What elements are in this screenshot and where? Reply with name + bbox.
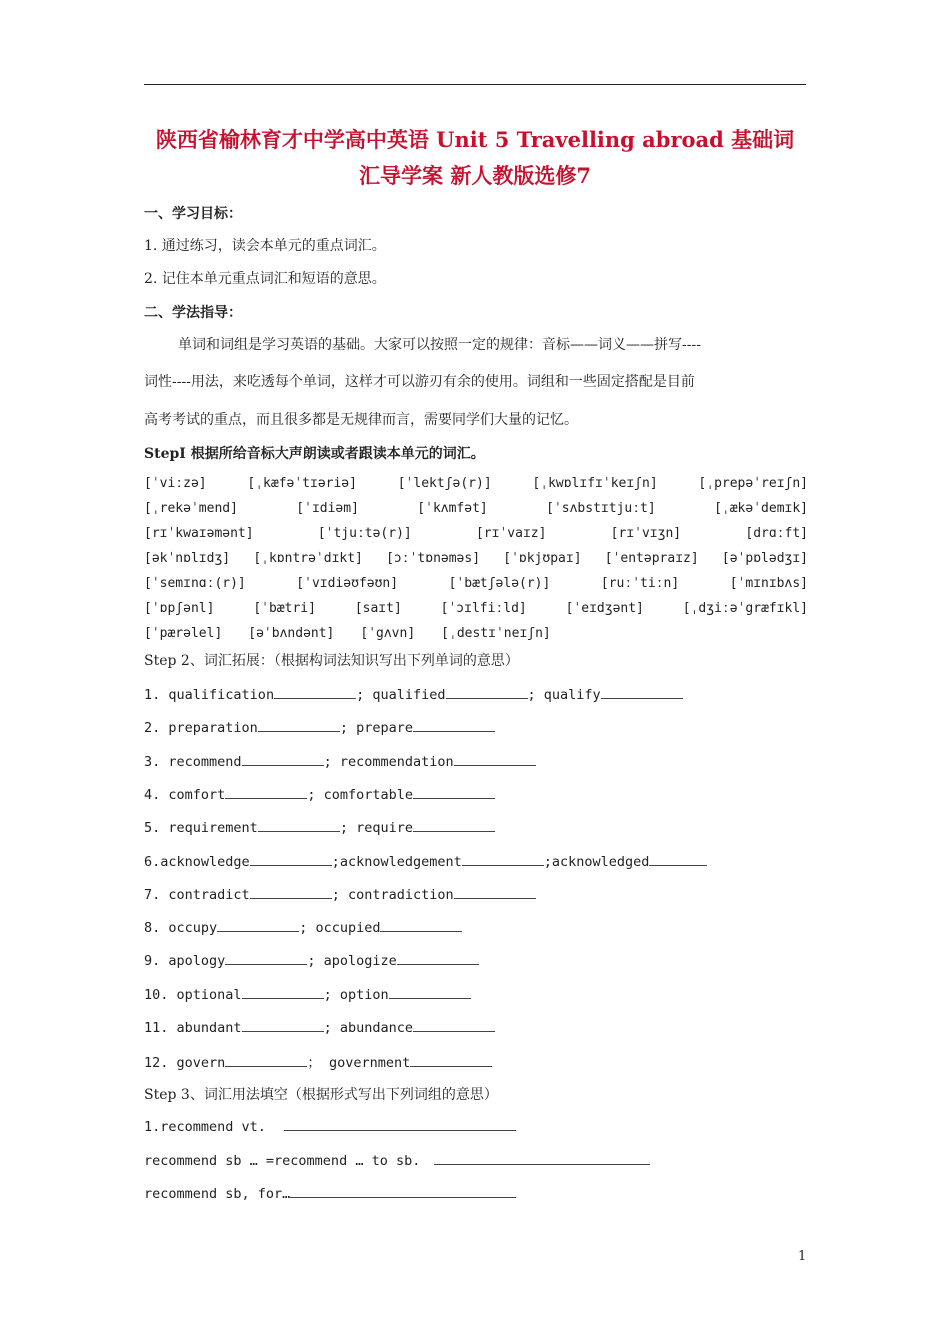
phonetic-symbol: [ˌkæfəˈtɪəriə] (247, 476, 357, 491)
vocab-word: qualification (168, 687, 275, 703)
vocab-word: qualified (372, 687, 446, 703)
phonetic-symbol: [ˌdʒiːəˈgræfɪkl] (682, 601, 808, 616)
vocab-word: require (356, 820, 413, 837)
vocab-word: recommendation (339, 753, 454, 770)
document-title-line-2: 汇导学案 新人教版选修7 (359, 163, 591, 188)
vocab-word: optional (176, 986, 242, 1003)
phonetic-symbol: [ˌrekəˈmend] (144, 501, 238, 516)
phonetic-row (144, 526, 808, 546)
vocab-word: government (328, 1055, 411, 1072)
vocab-word: apologize (323, 953, 397, 970)
phonetic-symbol: [rɪˈkwaɪəmənt] (144, 526, 254, 541)
page-number: 1 (798, 1249, 807, 1264)
answer-blank[interactable] (397, 951, 479, 965)
usage-line: recommend sb … =recommend … to sb. (144, 1151, 650, 1169)
item-number: 7. (144, 886, 161, 903)
word-expansion-item (144, 885, 536, 903)
answer-blank[interactable] (413, 718, 495, 732)
phonetic-symbol: [rɪˈvaɪz] (475, 526, 547, 541)
word-expansion-item (144, 785, 495, 803)
item-number: 2. (144, 720, 161, 737)
phonetic-row (144, 501, 808, 521)
item-number: 5. (144, 820, 161, 837)
phonetic-symbol: [əkˈnɒlɪdʒ] (144, 551, 231, 566)
vocab-word: acknowledge (160, 853, 250, 870)
word-expansion-item (144, 951, 479, 969)
item-number: 3. (144, 753, 161, 770)
answer-blank[interactable] (274, 685, 356, 699)
step1-heading: StepⅠ 根据所给音标大声朗读或者跟读本单元的词汇。 (144, 446, 485, 462)
phonetic-symbol: [ˈsemɪnɑː(r)] (144, 576, 246, 591)
phonetic-symbol: [ˈtjuːtə(r)] (317, 526, 412, 541)
phonetic-symbol: [ˈeɪdʒənt] (565, 601, 644, 616)
phonetic-symbol: [əˈpɒlədʒɪ] (721, 551, 808, 566)
answer-blank[interactable] (462, 852, 544, 866)
phonetic-symbol: [ˈpærəlel] (144, 626, 223, 641)
method-para-line: 高考考试的重点，而且很多都是无规律而言，需要同学们大量的记忆。 (144, 412, 578, 428)
answer-blank[interactable] (601, 685, 683, 699)
item-number: 8. (144, 920, 161, 937)
word-expansion-item (144, 685, 683, 703)
separator: ; (543, 853, 552, 870)
separator: ; (323, 1020, 340, 1036)
answer-blank[interactable] (242, 752, 324, 766)
answer-blank[interactable] (258, 818, 340, 832)
phonetic-row (144, 601, 808, 621)
method-para-line: 词性----用法，来吃透每个单词，这样才可以游刃有余的使用。词组和一些固定搭配是目前 (144, 374, 695, 390)
answer-blank[interactable] (413, 785, 495, 799)
vocab-word: requirement (168, 820, 258, 837)
answer-blank[interactable] (649, 852, 707, 866)
usage-line: recommend sb, for… (144, 1184, 516, 1202)
vocab-word: acknowledged (551, 853, 650, 870)
word-expansion-item (144, 752, 536, 770)
phonetic-symbol: [əˈbʌndənt] (248, 626, 335, 641)
top-rule (144, 84, 806, 85)
phonetic-symbol: [ˈviːzə] (144, 476, 207, 491)
answer-blank[interactable] (284, 1117, 516, 1131)
usage-line: 1.recommend vt. (144, 1117, 516, 1135)
objective-item: 1. 通过练习，读会本单元的重点词汇。 (144, 238, 386, 254)
answer-blank[interactable] (434, 1151, 650, 1165)
phonetic-symbol: [rɪˈvɪʒn] (610, 526, 682, 541)
vocab-word: apology (168, 953, 226, 970)
answer-blank[interactable] (217, 918, 299, 932)
phonetic-symbol: [ruːˈtiːn] (600, 576, 680, 591)
step3-heading: Step 3、词汇用法填空（根据形式写出下列词组的意思） (144, 1087, 498, 1103)
vocab-word: option (339, 986, 389, 1003)
vocab-word: contradict (168, 886, 250, 903)
step2-heading: Step 2、词汇拓展：（根据构词法知识写出下列单词的意思） (144, 653, 519, 669)
separator: ; (527, 687, 544, 703)
answer-blank[interactable] (446, 685, 528, 699)
phonetic-symbol: [ˈlektʃə(r)] (397, 476, 492, 491)
answer-blank[interactable] (225, 1053, 307, 1067)
separator: ; (339, 820, 357, 837)
answer-blank[interactable] (410, 1053, 492, 1067)
separator: ; (331, 886, 348, 903)
answer-blank[interactable] (225, 951, 307, 965)
phonetic-row (144, 551, 808, 571)
phonetic-row (144, 476, 808, 496)
phonetic-symbol: [ˈɔɪlfiːld] (440, 601, 527, 616)
section1-heading: 一、学习目标： (144, 206, 242, 222)
separator: ; (299, 920, 316, 937)
objective-item: 2. 记住本单元重点词汇和短语的意思。 (144, 271, 386, 287)
word-expansion-item (144, 818, 495, 836)
word-expansion-item (144, 985, 471, 1003)
answer-blank[interactable] (242, 985, 324, 999)
vocab-word: comfort (168, 786, 226, 803)
separator: ； (307, 1055, 329, 1072)
answer-blank[interactable] (380, 918, 462, 932)
answer-blank[interactable] (454, 752, 536, 766)
answer-blank[interactable] (250, 852, 332, 866)
word-expansion-item (144, 852, 707, 870)
vocab-word: govern (176, 1055, 226, 1072)
answer-blank[interactable] (225, 785, 307, 799)
word-expansion-item (144, 718, 495, 736)
phonetic-symbol: [ˌkɒntrəˈdɪkt] (253, 551, 363, 566)
separator: ; (356, 687, 373, 703)
item-number: 4. (144, 786, 161, 803)
vocab-word: recommend (168, 753, 242, 770)
phonetic-symbol: [ˈvɪdiəʊfəʊn] (296, 576, 399, 591)
item-number: 10. (144, 986, 169, 1003)
vocab-word: occupy (168, 920, 218, 937)
vocab-word: preparation (168, 720, 258, 737)
separator: ; (339, 720, 357, 737)
phonetic-symbol: [ˈbætri] (253, 601, 316, 616)
section2-heading: 二、学法指导： (144, 305, 242, 321)
phonetic-symbol: [ˈgʌvn] (360, 626, 416, 641)
vocab-word: comfortable (323, 786, 413, 803)
phonetic-symbol: [drɑːft] (745, 526, 808, 541)
phonetic-symbol: [ˈkʌmfət] (417, 501, 488, 516)
answer-blank[interactable] (413, 1018, 495, 1032)
phonetic-symbol: [ˌprepəˈreɪʃn] (698, 476, 808, 491)
vocab-word: qualify (543, 687, 601, 703)
separator: ; (323, 986, 340, 1003)
word-expansion-item (144, 1018, 495, 1036)
vocab-word: prepare (356, 720, 413, 737)
phonetic-symbol: [ˈmɪnɪbʌs] (729, 576, 808, 591)
answer-blank[interactable] (389, 985, 471, 999)
answer-blank[interactable] (290, 1184, 516, 1198)
item-number: 1. (144, 687, 161, 703)
vocab-word: abundant (176, 1020, 242, 1036)
vocab-word: abundance (339, 1020, 413, 1036)
method-para-line: 单词和词组是学习英语的基础。大家可以按照一定的规律：音标——词义——拼写---- (178, 337, 701, 353)
separator: ; (307, 786, 324, 803)
phonetic-row (144, 576, 808, 596)
phonetic-symbol: [saɪt] (354, 601, 402, 616)
vocab-word: contradiction (347, 886, 454, 903)
answer-blank[interactable] (250, 885, 332, 899)
separator: ; (331, 853, 340, 870)
answer-blank[interactable] (242, 1018, 324, 1032)
phonetic-symbol: [ˈɒpʃənl] (144, 601, 215, 616)
phonetic-symbol: [ˈɒkjʊpaɪ] (503, 551, 582, 566)
answer-blank[interactable] (413, 818, 495, 832)
item-number: 6. (144, 853, 161, 870)
phonetic-symbol: [ˌkwɒlɪfɪˈkeɪʃn] (532, 476, 658, 491)
item-number: 12. (144, 1055, 169, 1072)
separator: ; (307, 953, 324, 970)
phonetic-symbol: [ˈentəpraɪz] (604, 551, 699, 566)
phonetic-symbol: [ˈsʌbstɪtjuːt] (546, 501, 656, 516)
item-number: 11. (144, 1020, 169, 1036)
answer-blank[interactable] (454, 885, 536, 899)
phonetic-symbol: [ˌækəˈdemɪk] (714, 501, 808, 516)
separator: ; (323, 753, 340, 770)
word-expansion-item (144, 918, 462, 936)
phonetic-symbol: [ˌdestɪˈneɪʃn] (441, 626, 551, 641)
phonetic-symbol: [ˈɪdiəm] (296, 501, 359, 516)
phonetic-symbol: [ˈbætʃələ(r)] (448, 576, 551, 591)
answer-blank[interactable] (258, 718, 340, 732)
item-number: 9. (144, 953, 161, 970)
phonetic-symbol: [ɔːˈtɒnəməs] (386, 551, 481, 566)
vocab-word: occupied (315, 920, 381, 937)
phonetic-row (144, 626, 808, 646)
document-title-line-1: 陕西省榆林育才中学高中英语 Unit 5 Travelling abroad 基础词 (155, 127, 795, 152)
word-expansion-item (144, 1051, 492, 1071)
vocab-word: acknowledgement (339, 853, 462, 870)
